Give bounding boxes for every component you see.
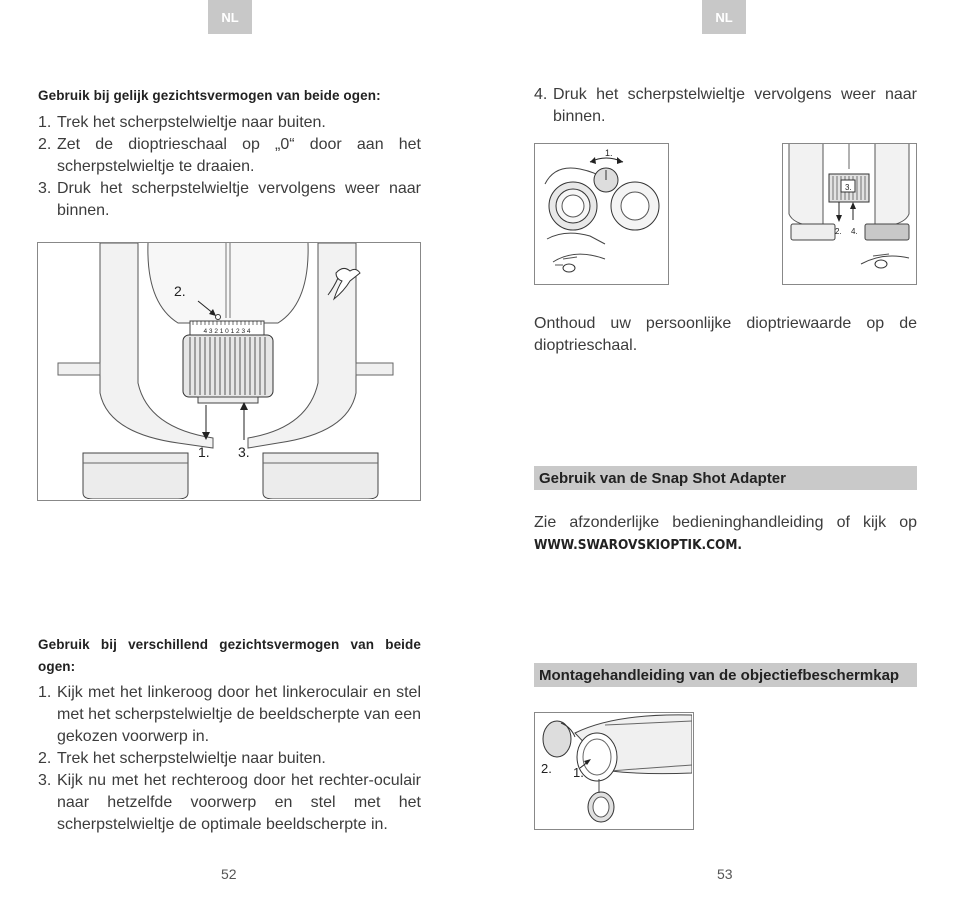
list-item: 3. Druk het scherpstelwieltje vervolgens weer naar binnen. [38,180,421,219]
language-tab-left: NL [208,0,252,34]
figure-label-2: 2. [541,761,552,776]
steps-list-equal-vision [38,112,421,222]
remember-diopter-text: Onthoud uw persoonlijke dioptriewaarde op de dioptrieschaal. [534,315,917,354]
swarovski-link[interactable]: WWW.SWAROVSKIOPTIK.COM. [534,537,743,553]
step-4-list [534,84,917,128]
diopter-scale: 4 3 2 1 0 1 2 3 4 [203,328,251,335]
objective-cap-illustration [534,712,694,830]
section-heading-different-vision: Gebruik bij verschillend gezichtsvermogen van beide ogen: [38,637,421,674]
snap-shot-text: Zie afzonderlijke bedieninghandleiding of kijk op [534,514,917,531]
figure-label-3: 3. [845,183,852,192]
steps-list-different-vision [38,682,421,836]
list-item: 2. Zet de dioptrieschaal op „0“ door aan het scherpstelwieltje te draaien. [38,136,421,175]
turning-wheel-illustration [534,143,669,285]
figure-label-4: 4. [851,227,858,236]
figure-label-1: 1. [198,444,210,460]
section-heading-equal-vision: Gebruik bij gelijk gezichtsvermogen van beide ogen: [38,88,381,103]
list-item: 3. Kijk nu met het rechteroog door het rechter-oculair naar hetzelfde voorwerp en stel met het scherpstelwieltje de optimale beeldscherpte in. [38,772,421,833]
objective-cap-heading: Montagehandleiding van de objectiefbeschermkap [534,663,917,687]
page-number-left: 52 [221,866,237,882]
snap-shot-adapter-heading: Gebruik van de Snap Shot Adapter [534,466,917,490]
focus-wheel-illustration [37,242,421,501]
pressing-wheel-illustration [782,143,917,285]
list-item: 1. Trek het scherpstelwieltje naar buiten. [38,114,326,131]
figure-label-1: 1. [573,765,584,780]
list-item: 1. Kijk met het linkeroog door het linkeroculair en stel met het scherpstelwieltje de beeldscherpte van een gekozen voorwerp in. [38,684,421,745]
figure-label-2: 2. [835,227,842,236]
page-number-right: 53 [717,866,733,882]
language-tab-right: NL [702,0,746,34]
figure-label-2: 2. [174,283,186,299]
list-item: 2. Trek het scherpstelwieltje naar buiten. [38,750,326,767]
figure-label-3: 3. [238,444,250,460]
figure-label-1: 1. [605,148,613,158]
list-item: 4. Druk het scherpstelwieltje vervolgens weer naar binnen. [534,86,917,125]
